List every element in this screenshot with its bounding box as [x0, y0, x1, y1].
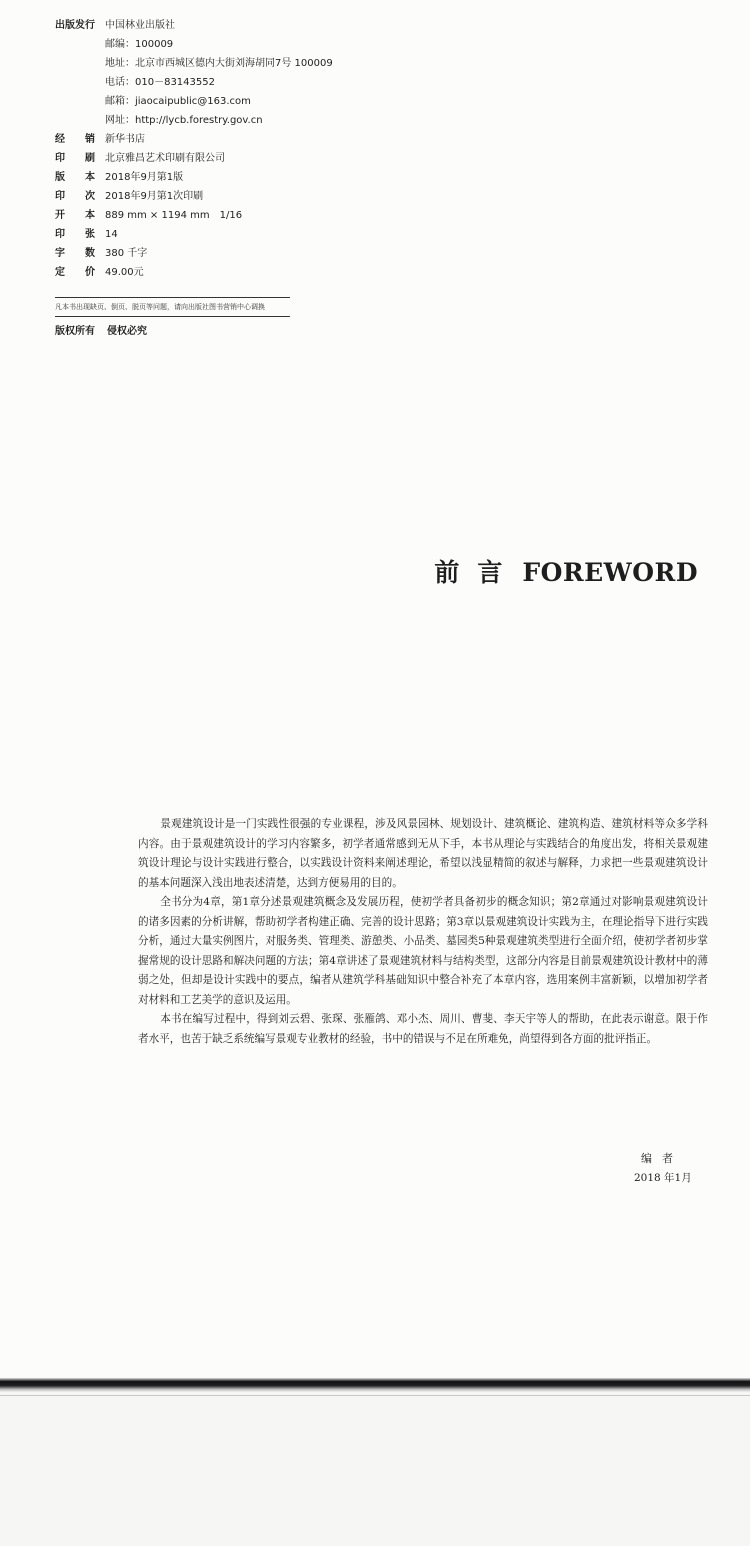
field-key: 印: [55, 153, 65, 164]
foreword-heading-en: FOREWORD: [522, 558, 698, 587]
field-edition: [55, 168, 333, 187]
website: 网址：http://lycb.forestry.gov.cn: [105, 115, 263, 126]
field-value: 2018年9月第1次印刷: [105, 191, 204, 202]
address: 地址：北京市西城区德内大街刘海胡同7号 100009: [105, 58, 333, 69]
field-key: 本: [85, 210, 95, 221]
rights-statement: [55, 322, 147, 337]
field-value: 2018年9月第1版: [105, 172, 184, 183]
field-key: 价: [85, 267, 95, 278]
postcode: 邮编：100009: [105, 39, 174, 50]
field-format: [55, 206, 333, 225]
returns-notice: 凡本书出现缺页、倒页、脱页等问题，请向出版社图书营销中心调换: [55, 303, 265, 311]
field-key: 数: [85, 248, 95, 259]
author-signature: 编者: [641, 1152, 683, 1165]
foreword-date: 2018 年1月: [634, 1172, 692, 1184]
colophon: [55, 16, 333, 282]
field-distributor: [55, 130, 333, 149]
next-page-strip: [0, 1392, 750, 1546]
email: 邮箱：jiaocaipublic@163.com: [105, 96, 251, 107]
foreword-paragraph: 景观建筑设计是一门实践性很强的专业课程，涉及风景园林、规划设计、建筑概论、建筑构造、建筑材料等众多学科内容。由于景观建筑设计的学习内容繁多，初学者通常感到无从下手，本书从理论与实践结合的角度出发，将相关景观建筑设计理论与设计实践进行整合，以实践设计资料来阐述理论，希望以浅显精简的叙述与解释，力求把一些景观建筑设计的基本问题深入浅出地表述清楚，达到方便易用的目的。: [138, 818, 708, 889]
field-wordcount: [55, 244, 333, 263]
field-key: 刷: [85, 153, 95, 164]
page-fold-edge: [0, 1378, 750, 1392]
divider-rule-bottom: [55, 316, 290, 317]
phone: 电话：010－83143552: [105, 77, 215, 88]
piracy-warning: 侵权必究: [107, 326, 147, 337]
field-key: 销: [85, 134, 95, 145]
publisher-key: 出版发行: [55, 20, 95, 31]
publisher-name: 中国林业出版社: [105, 20, 175, 31]
field-key: 本: [85, 172, 95, 183]
foreword-paragraph: 全书分为4章，第1章分述景观建筑概念及发展历程，使初学者具备初步的概念知识；第2章通过对影响景观建筑设计的诸多因素的分析讲解，帮助初学者构建正确、完善的设计思路；第3章以景观建筑设计实践为主，在理论指导下进行实践分析，通过大量实例图片，对服务类、管理类、游憩类、小品类、墓园类5种景观建筑类型进行全面介绍，使初学者初步掌握常规的设计思路和解决问题的方法；第4章讲述了景观建筑材料与结构类型，这部分内容是目前景观建筑设计教材中的薄弱之处，但却是设计实践中的要点，编者从建筑学科基础知识中整合补充了本章内容，选用案例丰富新颖，以增加初学者对材料和工艺美学的意识及运用。: [138, 896, 708, 1006]
field-key: 张: [85, 229, 95, 240]
field-key: 印: [55, 229, 65, 240]
field-printer: [55, 149, 333, 168]
field-key: 经: [55, 134, 65, 145]
field-sheets: [55, 225, 333, 244]
field-value: 新华书店: [105, 134, 145, 145]
page-divider: [0, 1395, 750, 1396]
field-printing: [55, 187, 333, 206]
publisher-row: [55, 16, 333, 35]
foreword-paragraph: 本书在编写过程中，得到刘云碧、张琛、张雁鸽、邓小杰、周川、曹斐、李天宇等人的帮助，在此表示谢意。限于作者水平，也苦于缺乏系统编写景观专业教材的经验，书中的错误与不足在所难免，尚望得到各方面的批评指正。: [138, 1013, 708, 1045]
rights-reserved: 版权所有: [55, 326, 95, 337]
field-key: 次: [85, 191, 95, 202]
field-price: [55, 263, 333, 282]
field-value: 889 mm × 1194 mm 1/16: [105, 210, 243, 221]
foreword-body: [138, 815, 708, 1049]
field-value: 14: [105, 229, 118, 240]
field-value: 380 千字: [105, 248, 148, 259]
field-key: 印: [55, 191, 65, 202]
field-key: 开: [55, 210, 65, 221]
field-value: 北京雅昌艺术印刷有限公司: [105, 153, 225, 164]
foreword-heading: [434, 553, 698, 589]
field-key: 定: [55, 267, 65, 278]
foreword-heading-cn: 前言: [434, 558, 521, 587]
divider-rule-top: [55, 297, 290, 298]
field-key: 字: [55, 248, 65, 259]
field-value: 49.00元: [105, 267, 144, 278]
field-key: 版: [55, 172, 65, 183]
